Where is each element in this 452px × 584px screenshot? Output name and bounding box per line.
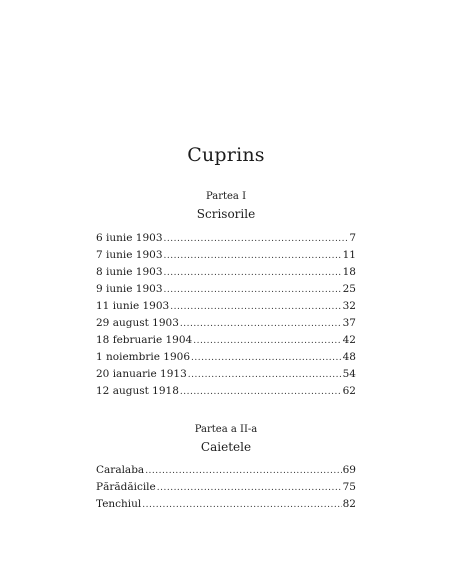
- page-title: Cuprins: [187, 144, 265, 166]
- dot-leader: [191, 350, 342, 367]
- dot-leader: [164, 265, 342, 282]
- toc-entry-label: Părădăicile: [96, 481, 156, 493]
- dot-leader: [164, 282, 342, 299]
- toc-entry-page: 69: [342, 464, 356, 476]
- toc-entry-label: 12 august 1918: [96, 385, 179, 397]
- toc-entry-page: 54: [342, 368, 356, 380]
- toc-entry-label: 8 iunie 1903: [96, 266, 163, 278]
- dot-leader: [157, 480, 342, 497]
- toc-entry[interactable]: [96, 462, 356, 479]
- toc-entry[interactable]: [96, 366, 356, 383]
- toc-entry-label: Caralaba: [96, 464, 145, 476]
- dot-leader: [170, 299, 341, 316]
- toc-entry-page: 18: [342, 266, 356, 278]
- toc-entry[interactable]: [96, 332, 356, 349]
- dot-leader: [180, 316, 342, 333]
- toc-entry[interactable]: [96, 315, 356, 332]
- part-1-title: Scrisorile: [196, 207, 256, 221]
- toc-entry[interactable]: [96, 247, 356, 264]
- part-2-toc-list: [96, 462, 356, 513]
- toc-entry-page: 42: [342, 334, 356, 346]
- toc-entry[interactable]: [96, 298, 356, 315]
- toc-entry-label: Tenchiul: [96, 498, 142, 510]
- toc-entry-label: 20 ianuarie 1913: [96, 368, 187, 380]
- dot-leader: [180, 384, 342, 401]
- toc-entry-page: 37: [342, 317, 356, 329]
- toc-entry-page: 11: [342, 249, 356, 261]
- toc-entry-label: 9 iunie 1903: [96, 283, 163, 295]
- toc-entry[interactable]: [96, 383, 356, 400]
- toc-entry[interactable]: [96, 496, 356, 513]
- toc-entry-label: 1 noiembrie 1906: [96, 351, 191, 363]
- part-1-label: Partea I: [205, 191, 247, 202]
- toc-entry-label: 6 iunie 1903: [96, 232, 163, 244]
- toc-entry[interactable]: [96, 264, 356, 281]
- toc-entry-page: 75: [342, 481, 356, 493]
- toc-entry-page: 7: [349, 232, 356, 244]
- dot-leader: [164, 231, 349, 248]
- part-1-toc-list: [96, 230, 356, 400]
- dot-leader: [142, 497, 341, 514]
- toc-entry[interactable]: [96, 479, 356, 496]
- toc-entry-page: 32: [342, 300, 356, 312]
- toc-entry-page: 25: [342, 283, 356, 295]
- toc-entry-page: 48: [342, 351, 356, 363]
- part-2-title: Caietele: [200, 440, 252, 454]
- toc-entry-label: 29 august 1903: [96, 317, 179, 329]
- toc-entry[interactable]: [96, 281, 356, 298]
- dot-leader: [193, 333, 341, 350]
- dot-leader: [188, 367, 342, 384]
- toc-entry-label: 11 iunie 1903: [96, 300, 170, 312]
- toc-entry[interactable]: [96, 230, 356, 247]
- toc-entry-page: 62: [342, 385, 356, 397]
- dot-leader: [164, 248, 342, 265]
- dot-leader: [145, 463, 341, 480]
- toc-entry[interactable]: [96, 349, 356, 366]
- toc-entry-label: 7 iunie 1903: [96, 249, 163, 261]
- part-2-label: Partea a II-a: [194, 424, 258, 435]
- toc-entry-label: 18 februarie 1904: [96, 334, 193, 346]
- toc-entry-page: 82: [342, 498, 356, 510]
